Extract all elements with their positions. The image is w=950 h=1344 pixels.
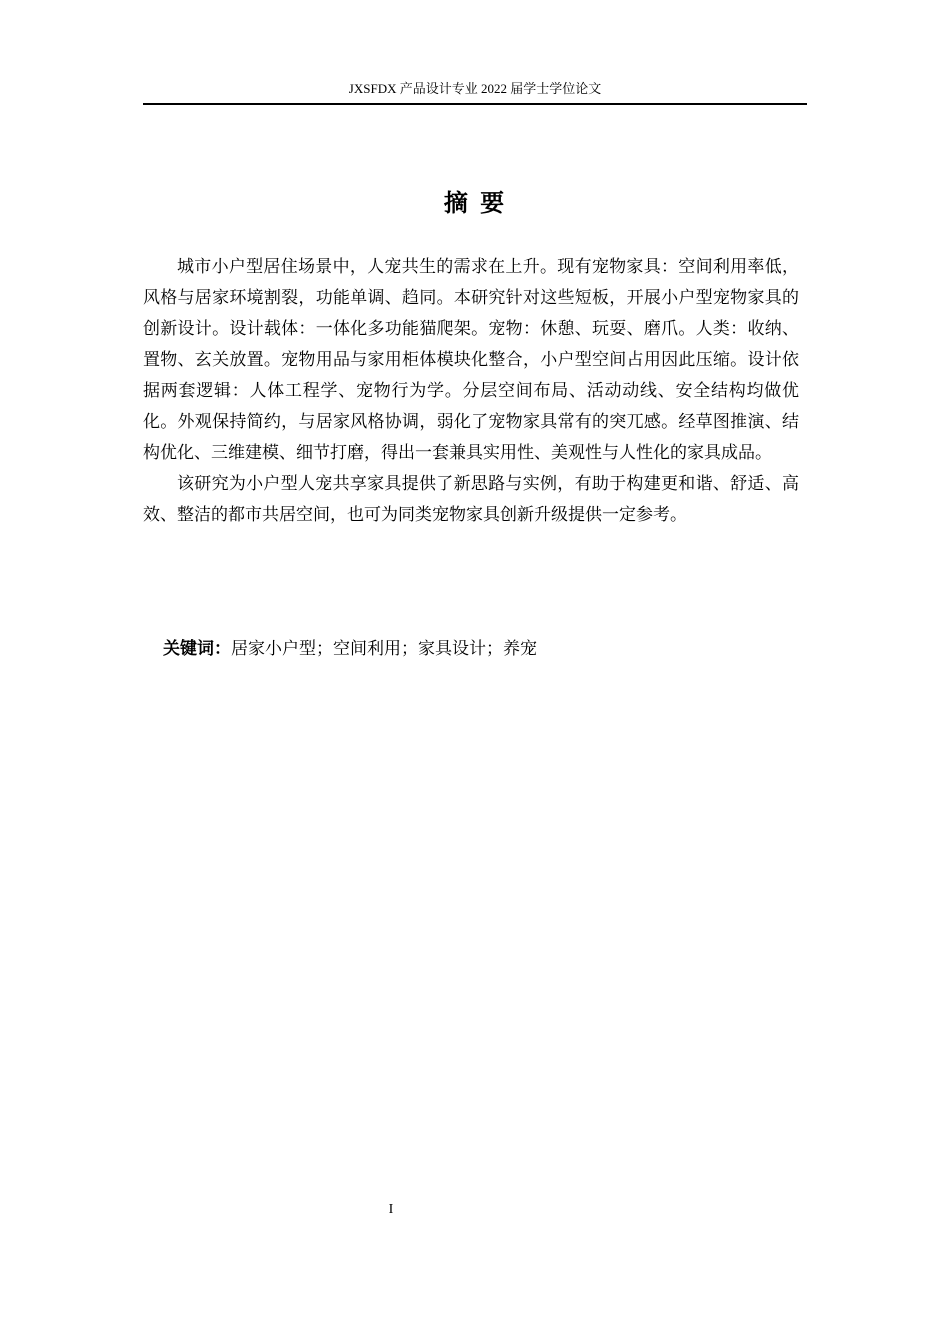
abstract-title: 摘 要 xyxy=(443,189,507,217)
abstract-paragraph: 城市小户型居住场景中，人宠共生的需求在上升。现有宠物家具：空间利用率低，风格与居家环境割裂，功能单调、趋同。本研究针对这些短板，开展小户型宠物家具的创新设计。设计载体：一体化多功能猫爬架。宠物：休憩、玩耍、磨爪。人类：收纳、置物、玄关放置。宠物用品与家用柜体模块化整合，小户型空间占用因此压缩。设计依据两套逻辑：人体工程学、宠物行为学。分层空间布局、活动动线、安全结构均做优化。外观保持简约，与居家风格协调，弱化了宠物家具常有的突兀感。经草图推演、结构优化、三维建模、细节打磨，得出一套兼具实用性、美观性与人性化的家具成品。 xyxy=(143,257,799,463)
page-number: I xyxy=(388,1202,394,1217)
header-rule xyxy=(143,103,807,105)
keywords-label: 关键词： xyxy=(163,639,231,659)
running-header: JXSFDX 产品设计专业 2022 届学士学位论文 xyxy=(348,81,602,96)
keywords-value: 居家小户型；空间利用；家具设计；养宠 xyxy=(231,639,537,659)
keywords-line xyxy=(163,634,803,665)
abstract-paragraph: 该研究为小户型人宠共享家具提供了新思路与实例，有助于构建更和谐、舒适、高效、整洁的都市共居空间，也可为同类宠物家具创新升级提供一定参考。 xyxy=(143,474,799,525)
abstract-body xyxy=(143,252,799,531)
